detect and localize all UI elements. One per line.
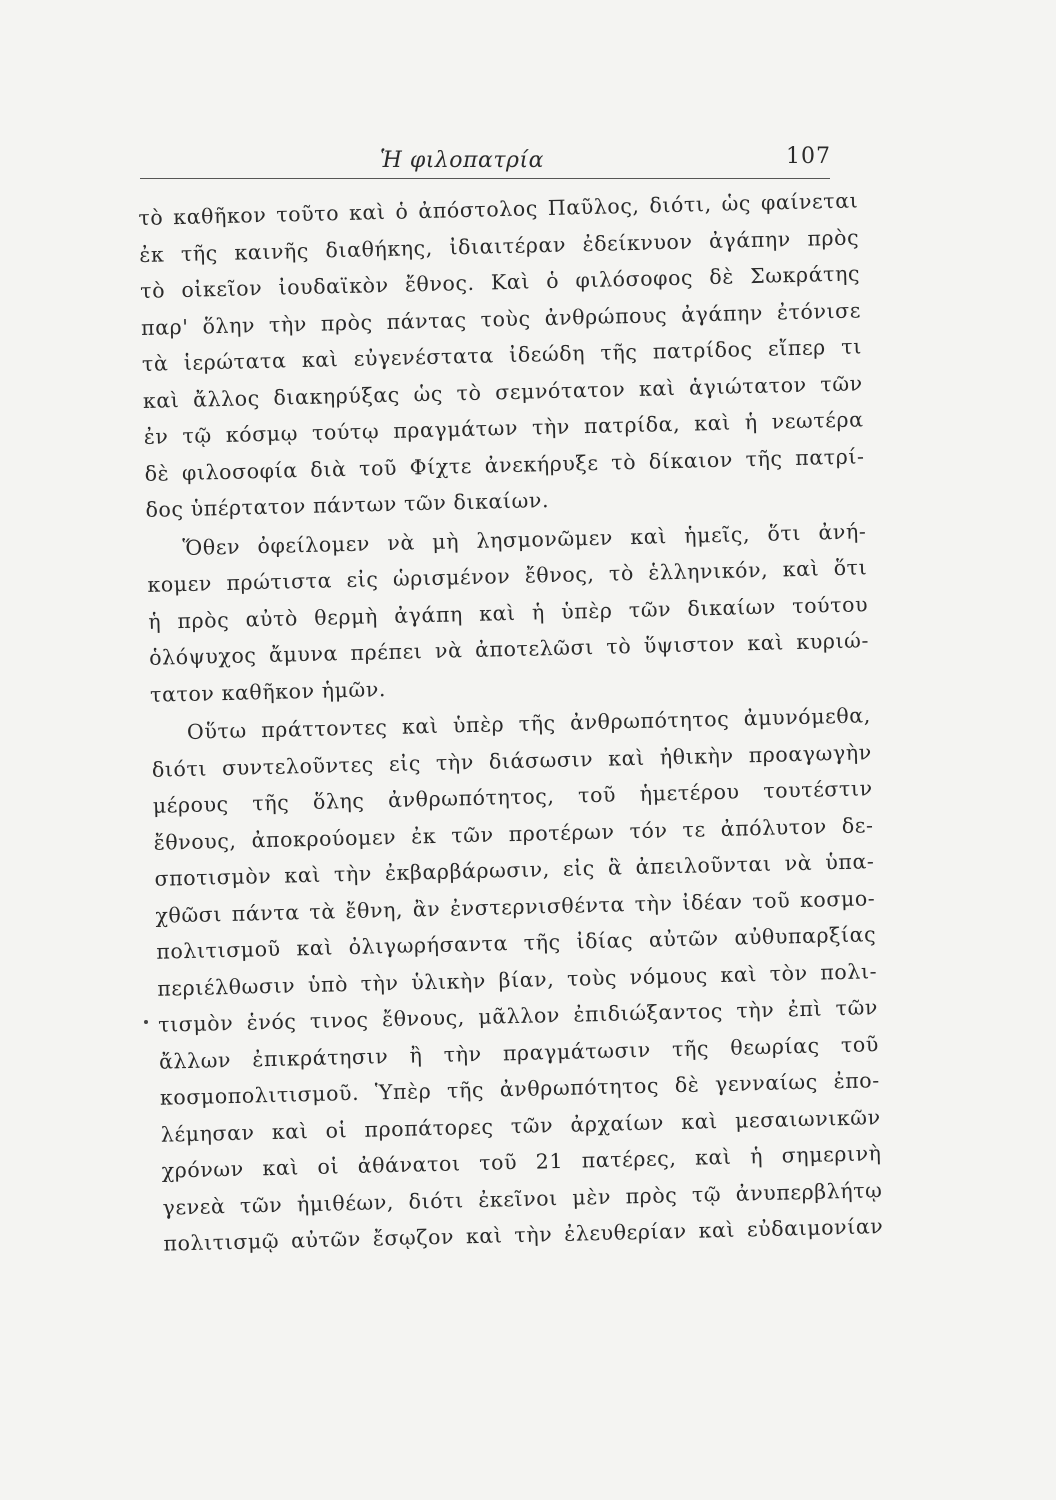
text-line: καὶ ἄλλος διακηρύξας ὡς τὸ σεμνότατον καὶ ἁγιώτατον τῶν (142, 370, 863, 413)
text-line: Ὅθεν ὀφείλομεν νὰ μὴ λησμονῶμεν καὶ ἡμεῖς, ὅτι ἀνή- (182, 518, 867, 560)
header-rule (140, 178, 830, 179)
paragraph-1 (138, 182, 866, 528)
text-line: διότι συντελοῦντες εἰς τὴν διάσωσιν καὶ ἠθικὴν προαγωγὴν (151, 739, 872, 782)
text-line: ἐν τῷ κόσμῳ τούτῳ πραγμάτων τὴν πατρίδα, καὶ ἡ νεωτέρα (143, 407, 864, 449)
text-line: τὰ ἱερώτατα καὶ εὐγενέστατα ἰδεώδη τῆς πατρίδος εἴπερ τι (141, 334, 863, 376)
text-line: τὸ καθῆκον τοῦτο καὶ ὁ ἀπόστολος Παῦλος, διότι, ὡς φαίνεται (138, 188, 859, 230)
text-line: ὁλόψυχος ἄμυνα πρέπει νὰ ἀποτελῶσι τὸ ὕψιστον καὶ κυριώ- (148, 628, 870, 670)
text-line: τὸ οἰκεῖον ἰουδαϊκὸν ἔθνος. Καὶ ὁ φιλόσοφος δὲ Σωκράτης (139, 261, 861, 303)
paragraph-2 (146, 513, 870, 713)
text-line: ἄλλων ἐπικράτησιν ἢ τὴν πραγμάτωσιν τῆς θεωρίας τοῦ (158, 1031, 880, 1074)
paragraph-3 (151, 697, 884, 1262)
text-line: γενεὰ τῶν ἡμιθέων, διότι ἐκεῖνοι μὲν πρὸς τῷ ἀνυπερβλήτῳ (162, 1177, 883, 1220)
text-line: ἔθνους, ἀποκρούομεν ἐκ τῶν προτέρων τόν τε ἀπόλυτον δε- (153, 812, 874, 855)
text-line: ἐκ τῆς καινῆς διαθήκης, ἰδιαιτέραν ἐδείκνυον ἀγάπην πρὸς (139, 224, 860, 267)
text-line: δος ὑπέρτατον πάντων τῶν δικαίων. (145, 488, 550, 522)
text-line: Οὕτω πράττοντες καὶ ὑπὲρ τῆς ἀνθρωπότητος ἀμυνόμεθα, (186, 703, 872, 744)
text-line: τισμὸν ἑνός τινος ἔθνους, μᾶλλον ἐπιδιώξαντος τὴν ἐπὶ τῶν (157, 995, 879, 1037)
text-line: μέρους τῆς ὅλης ἀνθρωπότητος, τοῦ ἡμετέρου τουτέστιν (152, 776, 873, 818)
text-line: τατον καθῆκον ἡμῶν. (149, 676, 387, 707)
text-line: λέμησαν καὶ οἱ προπάτορες τῶν ἀρχαίων καὶ μεσαιωνικῶν (160, 1104, 881, 1147)
text-line: πολιτισμοῦ καὶ ὀλιγωρήσαντα τῆς ἰδίας αὐτῶν αὐθυπαρξίας (156, 922, 877, 964)
running-title: Ἡ φιλοπατρία (380, 148, 544, 173)
page-number: 107 (786, 144, 831, 169)
text-line: παρ' ὅλην τὴν πρὸς πάντας τοὺς ἀνθρώπους ἀγάπην ἐτόνισε (140, 297, 862, 340)
ink-speck (144, 1020, 148, 1024)
text-line: περιέλθωσιν ὑπὸ τὴν ὑλικὴν βίαν, τοὺς νόμους καὶ τὸν πολι- (156, 958, 878, 1001)
text-line: δὲ φιλοσοφία διὰ τοῦ Φίχτε ἀνεκήρυξε τὸ δίκαιον τῆς πατρί- (144, 443, 865, 486)
text-line: κοσμοπολιτισμοῦ. Ὑπὲρ τῆς ἀνθρωπότητος δὲ γενναίως ἐπο- (159, 1068, 881, 1110)
text-line: χθῶσι πάντα τὰ ἔθνη, ἂν ἐνστερνισθέντα τὴν ἰδέαν τοῦ κοσμο- (155, 885, 876, 928)
text-line: χρόνων καὶ οἱ ἀθάνατοι τοῦ 21 πατέρες, καὶ ἡ σημερινὴ (161, 1141, 882, 1183)
text-line: πολιτισμῷ αὐτῶν ἔσῳζον καὶ τὴν ἐλευθερίαν καὶ εὐδαιμονίαν (163, 1214, 884, 1256)
text-line: σποτισμὸν καὶ τὴν ἐκβαρβάρωσιν, εἰς ἃ ἀπειλοῦνται νὰ ὑπα- (154, 849, 875, 891)
text-line: ἡ πρὸς αὐτὸ θερμὴ ἀγάπη καὶ ἡ ὑπὲρ τῶν δικαίων τούτου (148, 591, 869, 634)
body-text (138, 182, 884, 1262)
text-line: κομεν πρώτιστα εἰς ὡρισμένον ἔθνος, τὸ ἑλληνικόν, καὶ ὅτι (147, 555, 868, 597)
